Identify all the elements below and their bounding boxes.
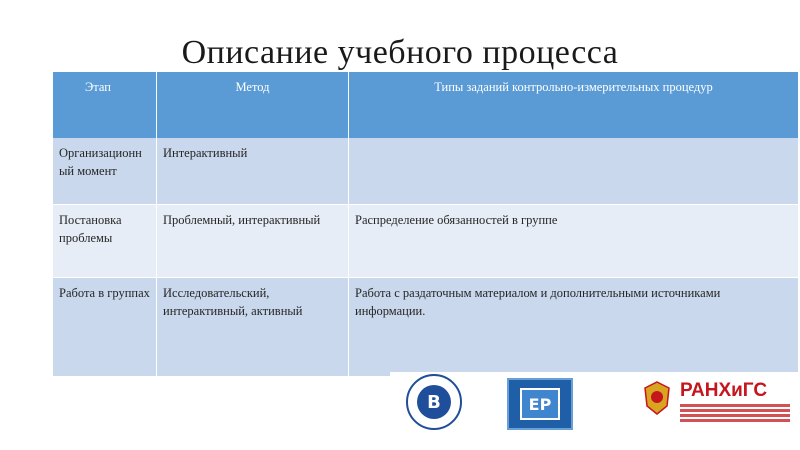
cell-method <box>157 278 349 377</box>
cell-method <box>157 138 349 205</box>
cell-text: Организационный момент <box>59 146 142 178</box>
header-types: Типы заданий контрольно-измерительных процедур <box>349 72 799 138</box>
ranepa-logo-lines <box>680 404 790 422</box>
table-row <box>53 205 799 278</box>
cell-text: Проблемный, интерактивный <box>163 213 321 227</box>
ranepa-emblem-icon <box>642 380 672 416</box>
header-stage: Этап <box>53 72 157 138</box>
cell-text: Работа в группах <box>59 286 150 300</box>
cell-text: Исследовательский, интерактивный, активный <box>163 286 303 318</box>
cell-stage <box>53 205 157 278</box>
page-title: Описание учебного процесса <box>181 34 619 71</box>
ep-logo-icon <box>507 378 573 430</box>
process-table <box>52 72 799 376</box>
cell-types <box>349 205 799 278</box>
table-row <box>53 138 799 205</box>
cell-method <box>157 205 349 278</box>
cell-text: Распределение обязанностей в группе <box>355 213 558 227</box>
hse-emblem-core: В <box>417 385 451 419</box>
cell-text: Работа с раздаточным материалом и дополнительными источниками информации. <box>355 286 721 318</box>
ranepa-logo <box>680 380 790 422</box>
cell-text: Интерактивный <box>163 146 248 160</box>
ep-logo-mark: EP <box>520 388 560 420</box>
ranepa-logo-text: РАНХиГС <box>680 380 768 401</box>
table-header-row <box>53 72 799 138</box>
cell-text: Постановка проблемы <box>59 213 122 245</box>
cell-stage <box>53 138 157 205</box>
cell-stage <box>53 278 157 377</box>
table-row <box>53 278 799 377</box>
header-method: Метод <box>157 72 349 138</box>
hse-emblem-icon <box>406 374 462 430</box>
cell-types <box>349 278 799 377</box>
cell-types <box>349 138 799 205</box>
